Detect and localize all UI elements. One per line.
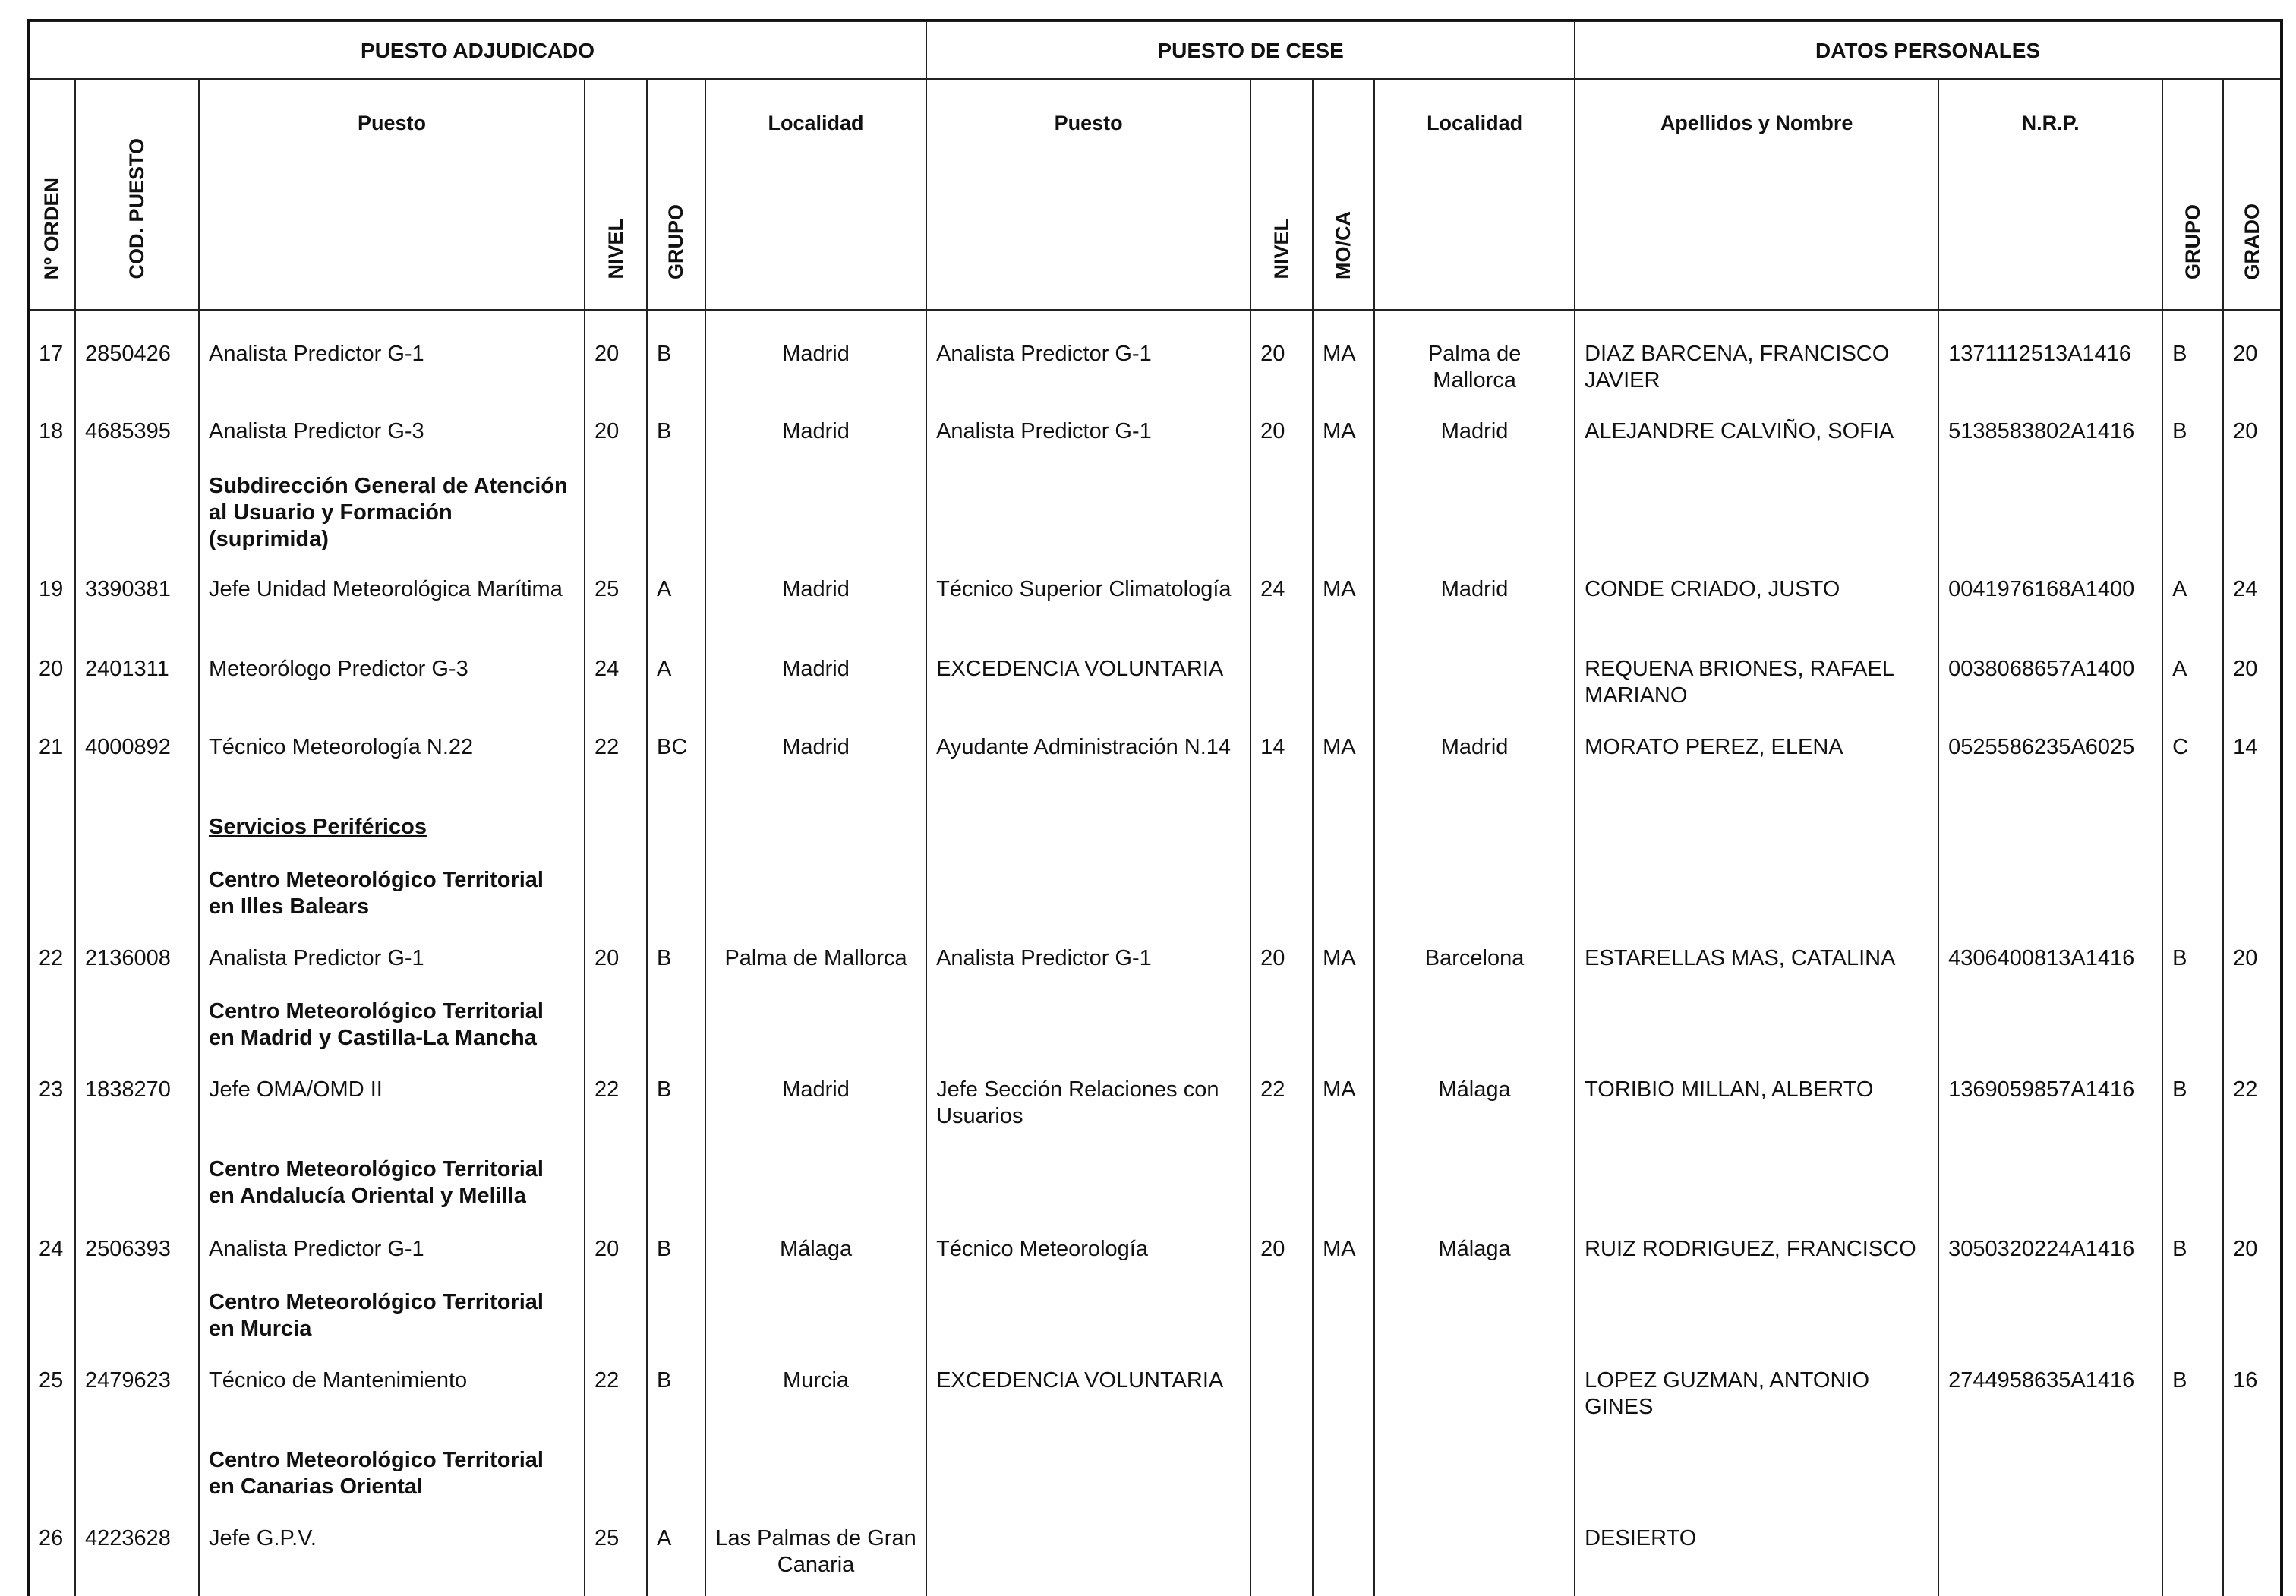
cell-mo-ca: MA [1313,1077,1374,1156]
cell-dp-grupo: B [2162,1236,2223,1289]
section-heading-row [28,473,2282,576]
empty-cell [926,998,1250,1077]
cell-cese-nivel: 20 [1250,1236,1313,1289]
cell-apellidos-nombre: MORATO PEREZ, ELENA [1575,734,1938,814]
cell-grupo: A [647,1525,705,1596]
cell-cese-nivel: 24 [1250,576,1313,656]
empty-cell [647,867,705,945]
cell-apellidos-nombre: CONDE CRIADO, JUSTO [1575,576,1938,656]
header-nrp [1938,79,2162,310]
empty-cell [1938,1156,2162,1236]
cell-cese-nivel: 20 [1250,418,1313,473]
empty-cell [1313,867,1374,945]
cell-localidad: Murcia [705,1367,926,1447]
empty-cell [705,1289,926,1367]
cell-grado: 24 [2223,576,2282,656]
table-row [28,656,2282,734]
cell-localidad: Madrid [705,1077,926,1156]
cell-nrp: 3050320224A1416 [1938,1236,2162,1289]
cell-puesto: Analista Predictor G-3 [199,418,585,473]
empty-cell [1938,867,2162,945]
cell-grado: 20 [2223,656,2282,734]
cell-nrp: 0038068657A1400 [1938,656,2162,734]
cell-cod-puesto: 4000892 [75,734,199,814]
cell-puesto: Técnico Meteorología N.22 [199,734,585,814]
empty-cell [2162,867,2223,945]
empty-cell [1250,867,1313,945]
cell-nivel: 22 [585,1367,647,1447]
header-label: GRUPO [664,203,687,279]
empty-cell [2162,1447,2223,1525]
cell-apellidos-nombre: REQUENA BRIONES, RAFAEL MARIANO [1575,656,1938,734]
cell-grupo: A [647,656,705,734]
empty-cell [2223,1447,2282,1525]
cell-n-orden: 18 [28,418,75,473]
cell-grado: 16 [2223,1367,2282,1447]
empty-cell [1250,1447,1313,1525]
cell-cese-nivel: 20 [1250,945,1313,998]
table-body [28,310,2282,1596]
table-row [28,576,2282,656]
cell-localidad: Málaga [705,1236,926,1289]
cell-cese-localidad [1374,1525,1575,1596]
cell-puesto: Jefe OMA/OMD II [199,1077,585,1156]
empty-cell [1374,814,1575,867]
cell-cese-nivel: 20 [1250,310,1313,418]
cell-n-orden: 25 [28,1367,75,1447]
empty-cell [926,1156,1250,1236]
empty-cell [2223,1289,2282,1367]
cell-grado [2223,1525,2282,1596]
cell-grupo: B [647,1367,705,1447]
empty-cell [75,998,199,1077]
cell-mo-ca: MA [1313,734,1374,814]
header-group-row [28,21,2282,79]
section-heading: Servicios Periféricos [199,814,585,867]
cell-puesto: Analista Predictor G-1 [199,1236,585,1289]
cell-grupo: BC [647,734,705,814]
empty-cell [28,814,75,867]
header-label: GRADO [2240,203,2263,279]
cell-cese-puesto: Analista Predictor G-1 [926,418,1250,473]
empty-cell [585,1289,647,1367]
cell-cod-puesto: 4685395 [75,418,199,473]
cell-dp-grupo: B [2162,945,2223,998]
cell-apellidos-nombre: TORIBIO MILLAN, ALBERTO [1575,1077,1938,1156]
empty-cell [28,1289,75,1367]
table-row [28,1236,2282,1289]
cell-cod-puesto: 2136008 [75,945,199,998]
cell-dp-grupo: C [2162,734,2223,814]
cell-mo-ca [1313,656,1374,734]
cell-cese-localidad: Madrid [1374,734,1575,814]
empty-cell [705,867,926,945]
empty-cell [1938,814,2162,867]
cell-dp-grupo: B [2162,310,2223,418]
header-label: N.R.P. [2021,112,2080,134]
cell-mo-ca: MA [1313,576,1374,656]
empty-cell [75,867,199,945]
cell-cese-localidad: Madrid [1374,576,1575,656]
empty-cell [75,1447,199,1525]
cell-cese-localidad: Málaga [1374,1077,1575,1156]
empty-cell [647,1289,705,1367]
cell-cese-localidad [1374,1367,1575,1447]
empty-cell [2223,814,2282,867]
empty-cell [1374,1447,1575,1525]
empty-cell [28,867,75,945]
cell-n-orden: 23 [28,1077,75,1156]
cell-grado: 20 [2223,418,2282,473]
empty-cell [926,867,1250,945]
header-label: GRUPO [2181,203,2204,279]
empty-cell [1313,1289,1374,1367]
cell-nivel: 20 [585,418,647,473]
cell-cese-nivel [1250,656,1313,734]
section-heading-row [28,814,2282,867]
empty-cell [647,473,705,576]
empty-cell [705,814,926,867]
empty-cell [1250,814,1313,867]
group-datos-personales: DATOS PERSONALES [1575,21,2282,79]
empty-cell [1575,1289,1938,1367]
cell-cese-puesto: Analista Predictor G-1 [926,310,1250,418]
empty-cell [1575,998,1938,1077]
cell-cese-puesto: EXCEDENCIA VOLUNTARIA [926,656,1250,734]
empty-cell [1250,998,1313,1077]
cell-localidad: Las Palmas de Gran Canaria [705,1525,926,1596]
cell-dp-grupo: A [2162,656,2223,734]
cell-puesto: Analista Predictor G-1 [199,945,585,998]
empty-cell [1313,998,1374,1077]
empty-cell [1938,1447,2162,1525]
header-grupo [647,79,705,310]
cell-dp-grupo: B [2162,1077,2223,1156]
empty-cell [1374,867,1575,945]
empty-cell [28,998,75,1077]
header-puesto [199,79,585,310]
header-label: Localidad [1427,112,1523,134]
cell-grupo: B [647,310,705,418]
empty-cell [2223,867,2282,945]
header-mo-ca [1313,79,1374,310]
cell-apellidos-nombre: RUIZ RODRIGUEZ, FRANCISCO [1575,1236,1938,1289]
cell-nivel: 24 [585,656,647,734]
cell-cese-nivel [1250,1525,1313,1596]
cell-dp-grupo: B [2162,1367,2223,1447]
cell-grupo: A [647,576,705,656]
cell-cese-localidad: Madrid [1374,418,1575,473]
empty-cell [585,814,647,867]
cell-nivel: 22 [585,1077,647,1156]
empty-cell [1250,473,1313,576]
cell-cese-nivel: 14 [1250,734,1313,814]
empty-cell [2162,473,2223,576]
empty-cell [1313,1156,1374,1236]
cell-nrp: 0525586235A6025 [1938,734,2162,814]
empty-cell [1313,1447,1374,1525]
empty-cell [1313,814,1374,867]
cell-puesto: Analista Predictor G-1 [199,310,585,418]
empty-cell [647,998,705,1077]
cell-grupo: B [647,418,705,473]
cell-cese-puesto [926,1525,1250,1596]
cell-mo-ca [1313,1367,1374,1447]
group-puesto-adjudicado: PUESTO ADJUDICADO [28,21,926,79]
cell-cese-nivel [1250,1367,1313,1447]
cell-nrp [1938,1525,2162,1596]
cell-localidad: Madrid [705,734,926,814]
empty-cell [705,998,926,1077]
empty-cell [705,1447,926,1525]
table-row [28,1077,2282,1156]
empty-cell [75,1289,199,1367]
table-row [28,734,2282,814]
cell-n-orden: 26 [28,1525,75,1596]
cell-nrp: 5138583802A1416 [1938,418,2162,473]
empty-cell [926,1289,1250,1367]
cell-cod-puesto: 2479623 [75,1367,199,1447]
cell-nrp: 1369059857A1416 [1938,1077,2162,1156]
cell-nrp: 1371112513A1416 [1938,310,2162,418]
cell-mo-ca: MA [1313,1236,1374,1289]
empty-cell [2223,1156,2282,1236]
cell-nrp: 2744958635A1416 [1938,1367,2162,1447]
cell-apellidos-nombre: LOPEZ GUZMAN, ANTONIO GINES [1575,1367,1938,1447]
cell-puesto: Meteorólogo Predictor G-3 [199,656,585,734]
cell-cese-puesto: Analista Predictor G-1 [926,945,1250,998]
header-label: Nº ORDEN [40,177,63,279]
section-heading: Subdirección General de Atención al Usuario y Formación (suprimida) [199,473,585,576]
empty-cell [585,1156,647,1236]
cell-nrp: 4306400813A1416 [1938,945,2162,998]
cell-apellidos-nombre: DESIERTO [1575,1525,1938,1596]
empty-cell [1374,1156,1575,1236]
cell-mo-ca: MA [1313,945,1374,998]
empty-cell [2162,814,2223,867]
empty-cell [1575,473,1938,576]
cell-nivel: 20 [585,1236,647,1289]
empty-cell [647,1156,705,1236]
empty-cell [2223,473,2282,576]
group-puesto-de-cese: PUESTO DE CESE [926,21,1575,79]
section-heading-row [28,998,2282,1077]
cell-apellidos-nombre: DIAZ BARCENA, FRANCISCO JAVIER [1575,310,1938,418]
empty-cell [647,814,705,867]
empty-cell [75,1156,199,1236]
cell-nivel: 25 [585,576,647,656]
empty-cell [585,867,647,945]
cell-n-orden: 17 [28,310,75,418]
cell-cese-localidad [1374,656,1575,734]
empty-cell [75,814,199,867]
cell-nivel: 20 [585,945,647,998]
header-label: NIVEL [1269,219,1293,279]
empty-cell [1313,473,1374,576]
cell-nivel: 25 [585,1525,647,1596]
table-row [28,1525,2282,1596]
cell-cese-localidad: Barcelona [1374,945,1575,998]
empty-cell [647,1447,705,1525]
cell-cod-puesto: 1838270 [75,1077,199,1156]
header-cod-puesto [75,79,199,310]
header-localidad [705,79,926,310]
empty-cell [2162,1156,2223,1236]
cell-n-orden: 24 [28,1236,75,1289]
empty-cell [1575,1447,1938,1525]
cell-grado: 20 [2223,310,2282,418]
cell-grado: 20 [2223,1236,2282,1289]
empty-cell [926,1447,1250,1525]
cell-n-orden: 20 [28,656,75,734]
cell-apellidos-nombre: ESTARELLAS MAS, CATALINA [1575,945,1938,998]
cell-cod-puesto: 2850426 [75,310,199,418]
cell-cod-puesto: 3390381 [75,576,199,656]
empty-cell [1250,1289,1313,1367]
cell-grado: 22 [2223,1077,2282,1156]
empty-cell [585,1447,647,1525]
cell-localidad: Madrid [705,576,926,656]
empty-cell [1374,1289,1575,1367]
empty-cell [705,473,926,576]
empty-cell [28,473,75,576]
cell-dp-grupo: B [2162,418,2223,473]
cell-cese-puesto: Técnico Superior Climatología [926,576,1250,656]
header-label: Localidad [768,112,864,134]
cell-nrp: 0041976168A1400 [1938,576,2162,656]
section-heading-row [28,1289,2282,1367]
cell-n-orden: 21 [28,734,75,814]
cell-puesto: Jefe Unidad Meteorológica Marítima [199,576,585,656]
header-n-orden [28,79,75,310]
header-grado [2223,79,2282,310]
empty-cell [1575,867,1938,945]
cell-n-orden: 22 [28,945,75,998]
cell-nivel: 20 [585,310,647,418]
cell-cese-nivel: 22 [1250,1077,1313,1156]
empty-cell [1938,998,2162,1077]
header-label: Puesto [357,112,427,134]
header-label: NIVEL [604,219,627,279]
empty-cell [28,1447,75,1525]
empty-cell [2223,998,2282,1077]
section-heading-row [28,1447,2282,1525]
empty-cell [1938,473,2162,576]
header-label: MO/CA [1332,211,1355,279]
cell-cese-puesto: Técnico Meteorología [926,1236,1250,1289]
empty-cell [1938,1289,2162,1367]
header-nivel [585,79,647,310]
cell-cese-puesto: Jefe Sección Relaciones con Usuarios [926,1077,1250,1156]
cell-cod-puesto: 2506393 [75,1236,199,1289]
empty-cell [926,473,1250,576]
empty-cell [585,998,647,1077]
header-label: Puesto [1054,112,1123,134]
cell-grupo: B [647,1236,705,1289]
empty-cell [2162,1289,2223,1367]
assignments-table [27,21,2283,1596]
cell-cese-puesto: Ayudante Administración N.14 [926,734,1250,814]
cell-localidad: Madrid [705,418,926,473]
header-cese-nivel [1250,79,1313,310]
empty-cell [1250,1156,1313,1236]
header-cese-puesto [926,79,1250,310]
cell-mo-ca: MA [1313,310,1374,418]
cell-dp-grupo: A [2162,576,2223,656]
section-heading-row [28,1156,2282,1236]
cell-grupo: B [647,945,705,998]
column-header-row [28,79,2282,310]
header-cese-localidad [1374,79,1575,310]
empty-cell [1374,998,1575,1077]
cell-dp-grupo [2162,1525,2223,1596]
cell-cese-puesto: EXCEDENCIA VOLUNTARIA [926,1367,1250,1447]
cell-cese-localidad: Palma de Mallorca [1374,310,1575,418]
header-dp-grupo [2162,79,2223,310]
section-heading: Centro Meteorológico Territorial en Andalucía Oriental y Melilla [199,1156,585,1236]
cell-cese-localidad: Málaga [1374,1236,1575,1289]
header-apellidos-nombre [1575,79,1938,310]
cell-localidad: Palma de Mallorca [705,945,926,998]
section-heading: Centro Meteorológico Territorial en Madrid y Castilla-La Mancha [199,998,585,1077]
empty-cell [705,1156,926,1236]
section-heading: Centro Meteorológico Territorial en Canarias Oriental [199,1447,585,1525]
empty-cell [585,473,647,576]
empty-cell [1575,1156,1938,1236]
cell-mo-ca [1313,1525,1374,1596]
cell-cod-puesto: 2401311 [75,656,199,734]
cell-puesto: Técnico de Mantenimiento [199,1367,585,1447]
cell-localidad: Madrid [705,656,926,734]
header-label: COD. PUESTO [125,138,148,279]
empty-cell [28,1156,75,1236]
table-row [28,310,2282,418]
cell-grupo: B [647,1077,705,1156]
cell-localidad: Madrid [705,310,926,418]
cell-nivel: 22 [585,734,647,814]
cell-grado: 14 [2223,734,2282,814]
empty-cell [926,814,1250,867]
header-label: Apellidos y Nombre [1660,112,1853,134]
table-row [28,418,2282,473]
section-heading: Centro Meteorológico Territorial en Illes Balears [199,867,585,945]
section-heading-row [28,867,2282,945]
empty-cell [1575,814,1938,867]
empty-cell [1374,473,1575,576]
empty-cell [2162,998,2223,1077]
table-row [28,945,2282,998]
cell-mo-ca: MA [1313,418,1374,473]
cell-puesto: Jefe G.P.V. [199,1525,585,1596]
cell-apellidos-nombre: ALEJANDRE CALVIÑO, SOFIA [1575,418,1938,473]
cell-cod-puesto: 4223628 [75,1525,199,1596]
table-row [28,1367,2282,1447]
empty-cell [75,473,199,576]
cell-n-orden: 19 [28,576,75,656]
cell-grado: 20 [2223,945,2282,998]
section-heading: Centro Meteorológico Territorial en Murcia [199,1289,585,1367]
